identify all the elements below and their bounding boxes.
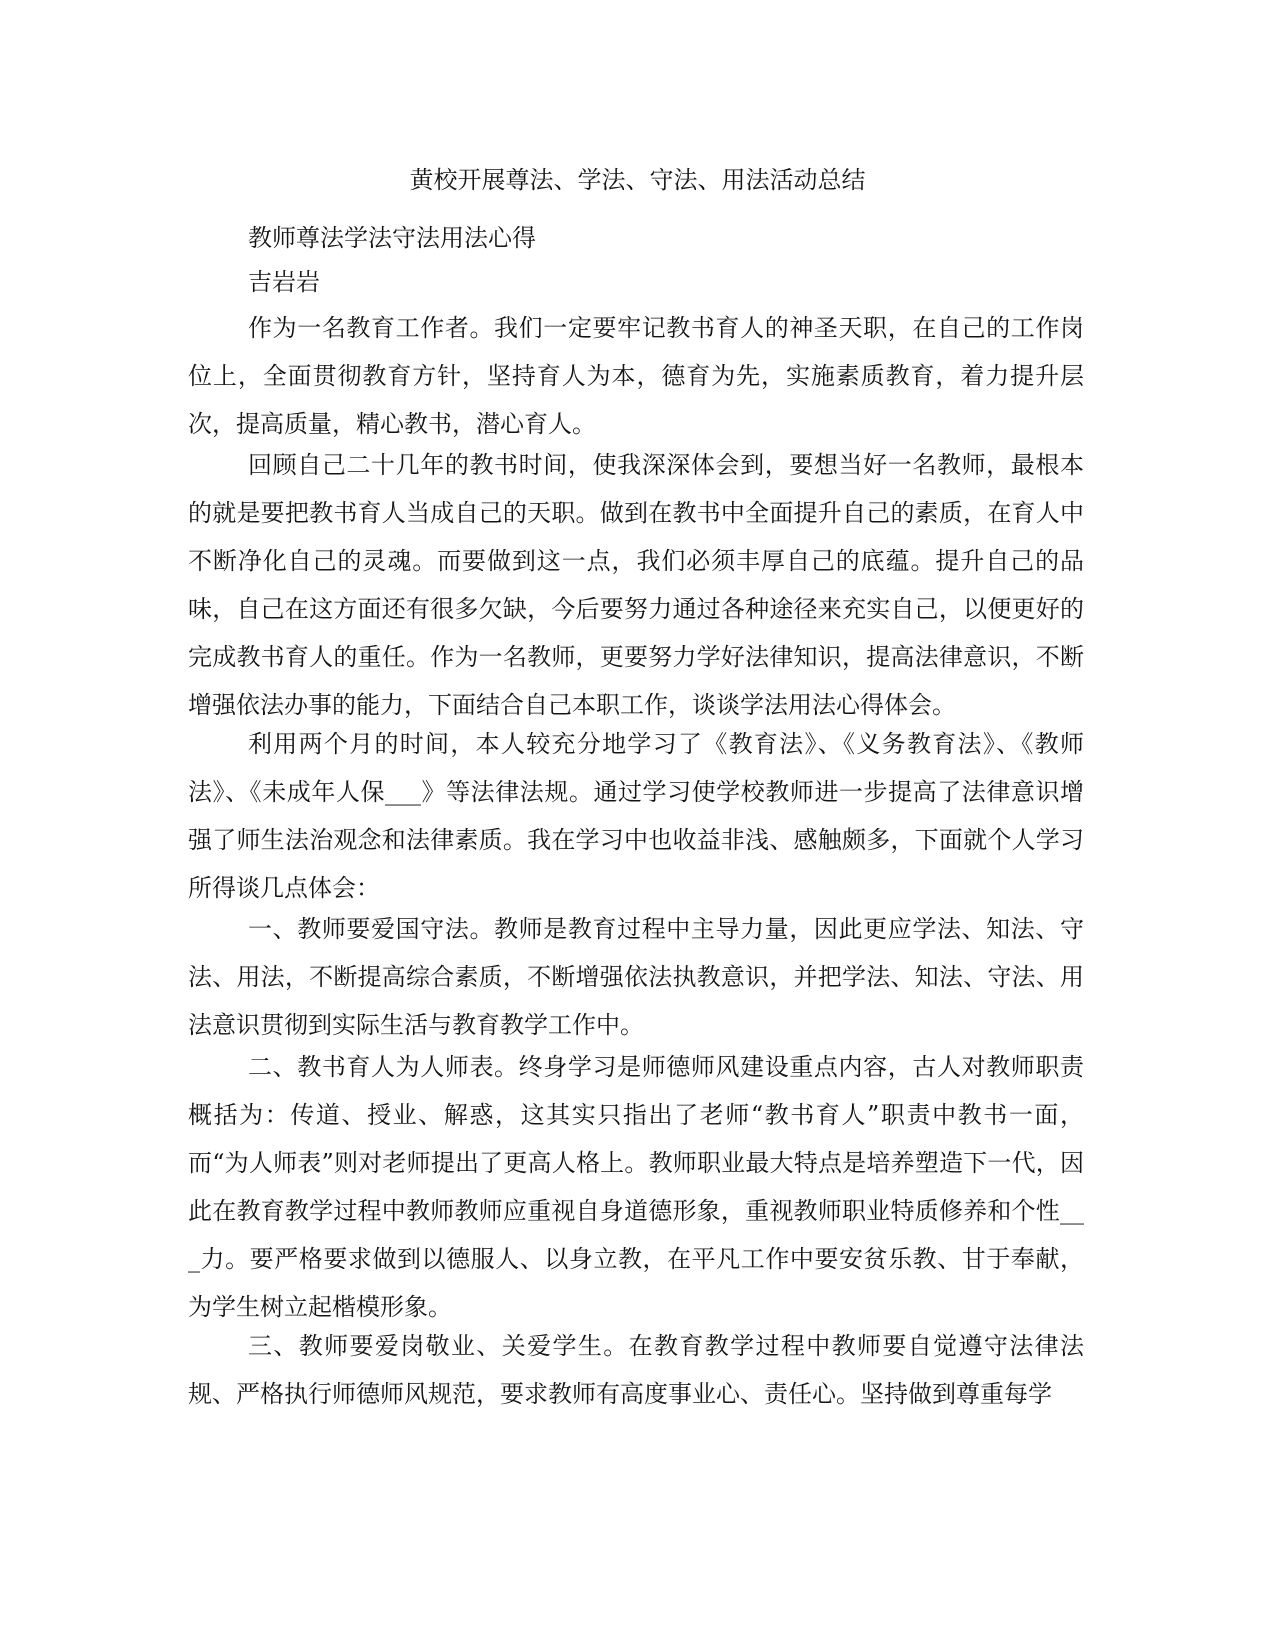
- paragraph-point-1: 一、教师要爱国守法。教师是教育过程中主导力量，因此更应学法、知法、守法、用法，不断提高综合素质，不断增强依法执教意识，并把学法、知法、守法、用法意识贯彻到实际生活与教育教学工作中。: [188, 915, 1084, 1039]
- document-author: 吉岩岩: [248, 268, 320, 296]
- paragraph-point-3: 三、教师要爱岗敬业、关爱学生。在教育教学过程中教师要自觉遵守法律法规、严格执行师德师风规范，要求教师有高度事业心、责任心。坚持做到尊重每学: [188, 1332, 1084, 1408]
- paragraph-point-2: 二、教书育人为人师表。终身学习是师德师风建设重点内容，古人对教师职责概括为：传道、授业、解惑，这其实只指出了老师“教书育人”职责中教书一面，而“为人师表”则对老师提出了更高人格上。教师职业最大特点是培养塑造下一代，因此在教育教学过程中教师教师应重视自身道德形象，重视教师职业特质修养和个性___力。要严格要求做到以德服人、以身立教，在平凡工作中要安贫乐教、甘于奉献，为学生树立起楷模形象。: [188, 1053, 1084, 1321]
- paragraph-reflection: 回顾自己二十几年的教书时间，使我深深体会到，要想当好一名教师，最根本的就是要把教书育人当成自己的天职。做到在教书中全面提升自己的素质，在育人中不断净化自己的灵魂。而要做到这一点，我们必须丰厚自己的底蕴。提升自己的品味，自己在这方面还有很多欠缺，今后要努力通过各种途径来充实自己，以便更好的完成教书育人的重任。作为一名教师，更要努力学好法律知识，提高法律意识，不断增强依法办事的能力，下面结合自己本职工作，谈谈学法用法心得体会。: [188, 451, 1084, 719]
- document-title: 黄校开展尊法、学法、守法、用法活动总结: [409, 166, 866, 194]
- paragraph-study: 利用两个月的时间，本人较充分地学习了《教育法》、《义务教育法》、《教师法》、《未成年人保___》等法律法规。通过学习使学校教师进一步提高了法律意识增强了师生法治观念和法律素质。我在学习中也收益非浅、感触颇多，下面就个人学习所得谈几点体会：: [188, 730, 1084, 902]
- document-subtitle: 教师尊法学法守法用法心得: [248, 224, 536, 252]
- paragraph-intro: 作为一名教育工作者。我们一定要牢记教书育人的神圣天职，在自己的工作岗位上，全面贯彻教育方针，坚持育人为本，德育为先，实施素质教育，着力提升层次，提高质量，精心教书，潜心育人。: [188, 314, 1084, 438]
